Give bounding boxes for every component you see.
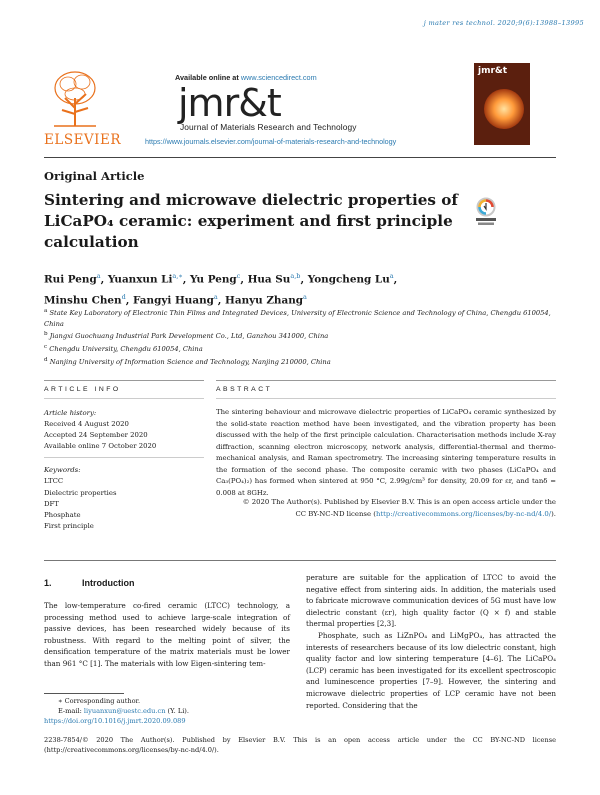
author-aff[interactable]: a,b bbox=[290, 272, 301, 280]
history-label: Article history: bbox=[44, 409, 97, 417]
doi-link[interactable]: https://doi.org/10.1016/j.jmrt.2020.09.089 bbox=[44, 716, 186, 725]
author-name[interactable]: Minshu Chen bbox=[44, 294, 122, 307]
author-name[interactable]: Fangyi Huang bbox=[133, 294, 214, 307]
article-title bbox=[44, 190, 464, 253]
divider bbox=[216, 380, 556, 381]
divider bbox=[44, 398, 204, 399]
elsevier-tree-icon bbox=[50, 68, 100, 128]
divider bbox=[44, 380, 204, 381]
author-name[interactable]: Hua Su bbox=[247, 273, 291, 286]
journal-logo: jmr&t bbox=[178, 81, 281, 125]
author-list: Rui Peng$^a$, Yuanxun $Li^{a,∗}$, Yu Peng$^c$, Hua Su$^{a,b}$, Yongcheng Lu$^a$, Minshu Chen$^d$, Fangyi Huang$^a$, Hanyu Zhang$^a$ bbox=[44, 272, 398, 307]
keyword: LTCC bbox=[44, 477, 64, 486]
paragraph: perature are suitable for the application of LTCC to avoid the negative effect from sintering aids. In addition, the materials used to fabricate microwave communication devices of 5G must have low dielectric constant (εr), high quality factor (Q × f) and stable thermal properties [2,3]. bbox=[306, 573, 556, 629]
abstract-copyright: © 2020 The Author(s). Published by Elsevier B.V. This is an open access article under the CC BY-NC-ND license (http://creativecommons.org/licenses/by-nc-nd/4.0/). bbox=[242, 498, 556, 518]
author-aff[interactable]: a bbox=[389, 272, 394, 280]
journal-url-link[interactable]: https://www.journals.elsevier.com/journal-of-materials-research-and-technology bbox=[145, 137, 397, 146]
abstract-text: The sintering behaviour and microwave dielectric properties of LiCaPO₄ ceramic synthesized by the solid-state reaction method have been investigated, and the vibration property has been discussed with the help of the first principle calculation. Characterisation methods include X-ray diffraction, scanning electron microscopy, network analysis, differential-thermal and thermo-mechanical analysis, and Raman spectrometry. The increasing sintering temperature results in the formation of the second phase. The composite ceramic with two phases (LiCaPO₄ and Ca₃(PO₄)₂) has formed when sintered at 950 °C, 2.99g/cm³ for density, 20.09 for εr, and tanδ = 0.008 at 8GHz. bbox=[216, 408, 556, 497]
keyword: First principle bbox=[44, 522, 94, 531]
author-aff[interactable]: a bbox=[96, 272, 101, 280]
affiliation: $^b$ Jiangxi Guochuang Industrial Park Development Co., Ltd, Ganzhou 341000, China bbox=[44, 331, 329, 341]
author-aff[interactable]: a bbox=[303, 293, 307, 302]
author-name[interactable]: Yongcheng Lu bbox=[307, 273, 390, 286]
email-link[interactable]: liyuanxun@uestc.edu.cn bbox=[83, 706, 166, 715]
elsevier-logo bbox=[44, 68, 122, 160]
author-name[interactable]: Hanyu Zhang bbox=[225, 294, 304, 307]
sciencedirect-link[interactable]: www.sciencedirect.com bbox=[240, 73, 317, 82]
author-aff[interactable]: d bbox=[121, 293, 126, 302]
running-head: j mater res technol. 2020;9(6):13988–13995 bbox=[423, 19, 584, 27]
article-history bbox=[44, 408, 194, 452]
affiliation: $^d$ Nanjing University of Information Science and Technology, Nanjing 210000, China bbox=[44, 357, 331, 367]
section-heading bbox=[44, 578, 135, 588]
corresponding-author: ∗ Corresponding author. bbox=[58, 697, 141, 705]
title-line: calculation bbox=[44, 233, 139, 251]
affiliation: $^a$ State Key Laboratory of Electronic Thin Films and Integrated Devices, University of Electronic Science and Technology of China, Chengdu 610054, China bbox=[44, 308, 551, 328]
history-item: Available online 7 October 2020 bbox=[44, 442, 157, 450]
article-type: Original Article bbox=[44, 169, 145, 183]
footnote bbox=[44, 697, 556, 726]
divider bbox=[216, 398, 556, 399]
header-rule bbox=[44, 157, 556, 158]
intro-column-left: The low-temperature co-fired ceramic (LTCC) technology, a processing method used to achieve large-scale integration of passive devices, has been researched widely because of its robustness. With regard to the melting point of silver, the densification temperature of the matrix materials must be lower than 961 °C [1]. The materials with low Eigen-sintering tem- bbox=[44, 601, 290, 668]
intro-column-right bbox=[306, 572, 556, 711]
cover-image bbox=[484, 89, 524, 129]
divider bbox=[44, 457, 204, 458]
author-aff[interactable]: c bbox=[236, 272, 241, 280]
section-title: Introduction bbox=[82, 578, 135, 588]
available-prefix: Available online at bbox=[175, 73, 241, 82]
footnote-rule bbox=[44, 693, 124, 694]
history-item: Accepted 24 September 2020 bbox=[44, 431, 148, 439]
license-footer: 2238-7854/© 2020 The Author(s). Published by Elsevier B.V. This is an open access article under the CC BY-NC-ND license (http://creativecommons.org/licenses/by-nc-nd/4.0/). bbox=[44, 736, 556, 754]
affiliation: $^c$ Chengdu University, Chengdu 610054, China bbox=[44, 344, 203, 354]
history-item: Received 4 August 2020 bbox=[44, 420, 129, 428]
title-line: Sintering and microwave dielectric properties of bbox=[44, 191, 458, 209]
paragraph: Phosphate, such as LiZnPO₄ and LiMgPO₄, has attracted the interests of researchers because of its low dielectric constant, high quality factor and low sintering temperature [4–6]. The LiCaPO₄ (LCP) ceramic has been investigated for its excellent spectroscopic and luminescence properties [7–9]. However, the sintering and microwave dielectric properties of LCP ceramic have not been reported. Considering that the bbox=[306, 630, 556, 710]
author-name[interactable]: Rui Peng bbox=[44, 273, 97, 286]
journal-full-name: Journal of Materials Research and Technology bbox=[180, 122, 357, 132]
author-name[interactable]: Yu Peng bbox=[190, 273, 237, 286]
keyword: Dielectric properties bbox=[44, 488, 117, 497]
publisher-name: ELSEVIER bbox=[44, 132, 122, 148]
author-aff[interactable]: a,∗ bbox=[172, 272, 183, 280]
email-line: E-mail: liyuanxun@uestc.edu.cn (Y. Li). bbox=[58, 706, 189, 715]
keyword: DFT bbox=[44, 499, 59, 508]
divider bbox=[44, 560, 556, 561]
keyword: Phosphate bbox=[44, 511, 81, 520]
cover-title: jmr&t bbox=[478, 66, 508, 76]
check-for-updates-icon[interactable] bbox=[474, 197, 498, 227]
author-aff[interactable]: a bbox=[213, 293, 218, 302]
section-number: 1. bbox=[44, 578, 52, 588]
keywords-label: Keywords: bbox=[44, 466, 81, 474]
keywords bbox=[44, 465, 194, 533]
license-link[interactable]: http://creativecommons.org/licenses/by-nc-nd/4.0/ bbox=[375, 509, 552, 518]
journal-cover bbox=[474, 63, 530, 145]
title-line: LiCaPO₄ ceramic: experiment and first principle bbox=[44, 212, 453, 230]
abstract-heading: ABSTRACT bbox=[216, 386, 273, 393]
author-name[interactable]: Yuanxun Li bbox=[107, 273, 173, 286]
affiliations bbox=[44, 306, 556, 368]
article-info-heading: ARTICLE INFO bbox=[44, 386, 121, 393]
